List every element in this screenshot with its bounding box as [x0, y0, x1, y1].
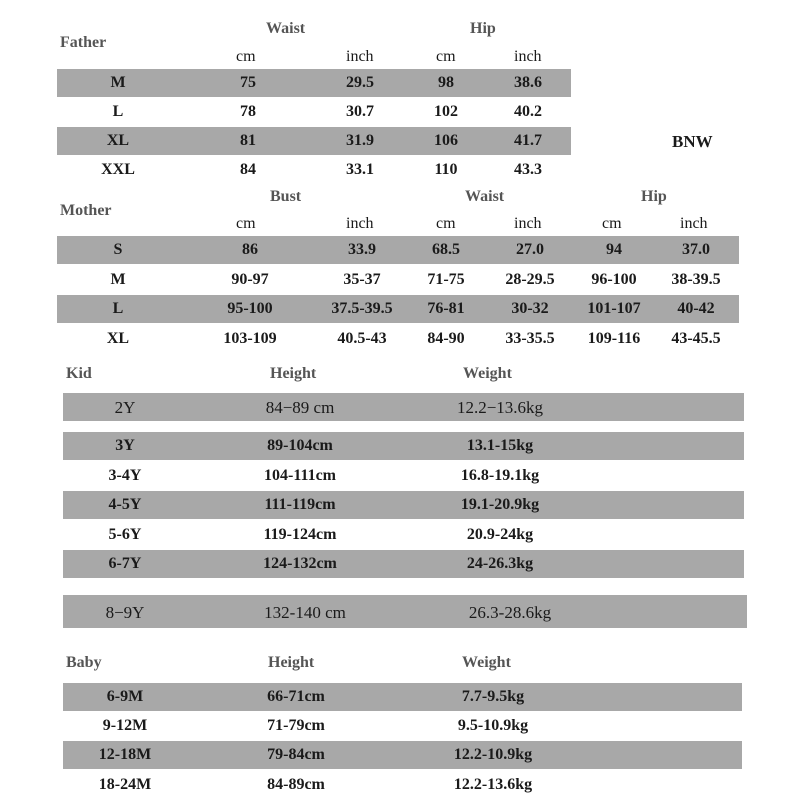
- mother-hip-header: Hip: [641, 188, 667, 205]
- height-cell: 84-89cm: [267, 776, 325, 793]
- weight-cell: 20.9-24kg: [466, 526, 534, 543]
- weight-cell: 26.3-28.6kg: [468, 603, 552, 622]
- mother-row: [0, 325, 800, 353]
- mother-unit-waist-cm: cm: [436, 215, 456, 232]
- hip-inch-cell: 38-39.5: [671, 271, 721, 288]
- height-cell: 89-104cm: [267, 437, 333, 454]
- baby-row: [0, 683, 800, 711]
- height-cell: 71-79cm: [267, 717, 325, 734]
- mother-unit-waist-inch: inch: [514, 215, 542, 232]
- kid-row: [0, 393, 800, 421]
- waist-inch-cell: 29.5: [346, 74, 374, 91]
- size-cell: S: [113, 241, 123, 258]
- size-cell: L: [112, 103, 124, 120]
- mother-unit-hip-inch: inch: [680, 215, 708, 232]
- height-cell: 66-71cm: [267, 688, 325, 705]
- father-unit-hip-cm: cm: [436, 48, 456, 65]
- father-label: Father: [60, 34, 107, 51]
- hip-inch-cell: 38.6: [514, 74, 542, 91]
- waist-cm-cell: 78: [240, 103, 256, 120]
- father-waist-header: Waist: [266, 20, 306, 37]
- hip-cm-cell: 98: [438, 74, 454, 91]
- kid-row: [0, 550, 800, 578]
- age-cell: 12-18M: [98, 746, 152, 763]
- weight-cell: 24-26.3kg: [466, 555, 534, 572]
- kid-row: [0, 432, 800, 460]
- baby-row: [0, 771, 800, 799]
- waist-inch-cell: 31.9: [346, 132, 374, 149]
- father-unit-hip-inch: inch: [514, 48, 542, 65]
- hip-inch-cell: 40-42: [677, 300, 715, 317]
- waist-inch-cell: 28-29.5: [505, 271, 555, 288]
- bust-cm-cell: 90-97: [231, 271, 269, 288]
- baby-height-header: Height: [268, 654, 315, 671]
- hip-inch-cell: 43-45.5: [671, 330, 721, 347]
- hip-inch-cell: 40.2: [514, 103, 542, 120]
- height-cell: 104-111cm: [264, 467, 336, 484]
- weight-cell: 19.1-20.9kg: [460, 496, 540, 513]
- waist-cm-cell: 84: [240, 161, 256, 178]
- bust-inch-cell: 37.5-39.5: [331, 300, 393, 317]
- age-cell: 8−9Y: [105, 603, 145, 622]
- bust-inch-cell: 40.5-43: [337, 330, 387, 347]
- mother-row: [0, 266, 800, 294]
- hip-cm-cell: 109-116: [587, 330, 641, 347]
- hip-cm-cell: 94: [606, 241, 622, 258]
- bust-inch-cell: 33.9: [348, 241, 376, 258]
- father-row: [0, 69, 800, 97]
- mother-waist-header: Waist: [465, 188, 505, 205]
- age-cell: 2Y: [114, 398, 136, 417]
- height-cell: 132-140 cm: [264, 603, 346, 622]
- waist-inch-cell: 30.7: [346, 103, 374, 120]
- kid-row: [0, 462, 800, 490]
- size-cell: M: [110, 74, 126, 91]
- weight-cell: 12.2-10.9kg: [453, 746, 533, 763]
- waist-inch-cell: 33.1: [346, 161, 374, 178]
- age-cell: 5-6Y: [108, 526, 142, 543]
- bust-cm-cell: 86: [242, 241, 258, 258]
- weight-cell: 9.5-10.9kg: [457, 717, 529, 734]
- bust-inch-cell: 35-37: [343, 271, 381, 288]
- age-cell: 3-4Y: [108, 467, 142, 484]
- waist-inch-cell: 33-35.5: [505, 330, 555, 347]
- hip-cm-cell: 101-107: [587, 300, 641, 317]
- height-cell: 124-132cm: [263, 555, 337, 572]
- waist-inch-cell: 30-32: [511, 300, 549, 317]
- father-row: [0, 98, 800, 126]
- waist-cm-cell: 71-75: [427, 271, 465, 288]
- brand-text: BNW: [672, 132, 713, 151]
- age-cell: 9-12M: [102, 717, 148, 734]
- mother-row: [0, 236, 800, 264]
- waist-inch-cell: 27.0: [516, 241, 544, 258]
- size-cell: M: [110, 271, 126, 288]
- waist-cm-cell: 75: [240, 74, 256, 91]
- bust-cm-cell: 103-109: [223, 330, 277, 347]
- age-cell: 4-5Y: [108, 496, 142, 513]
- waist-cm-cell: 76-81: [427, 300, 465, 317]
- height-cell: 111-119cm: [264, 496, 336, 513]
- kid-row: [0, 521, 800, 549]
- baby-row: [0, 712, 800, 740]
- mother-label: Mother: [60, 202, 112, 219]
- mother-unit-hip-cm: cm: [602, 215, 622, 232]
- waist-cm-cell: 84-90: [427, 330, 465, 347]
- size-cell: L: [112, 300, 124, 317]
- baby-row: [0, 741, 800, 769]
- weight-cell: 13.1-15kg: [466, 437, 534, 454]
- size-cell: XL: [106, 330, 130, 347]
- hip-inch-cell: 37.0: [682, 241, 710, 258]
- size-cell: XL: [106, 132, 130, 149]
- age-cell: 6-9M: [106, 688, 144, 705]
- hip-inch-cell: 43.3: [514, 161, 542, 178]
- hip-cm-cell: 106: [434, 132, 458, 149]
- size-cell: XXL: [101, 161, 135, 178]
- hip-inch-cell: 41.7: [514, 132, 542, 149]
- father-hip-header: Hip: [470, 20, 496, 37]
- mother-unit-bust-cm: cm: [236, 215, 256, 232]
- height-cell: 119-124cm: [263, 526, 337, 543]
- kid-label: Kid: [66, 365, 92, 382]
- height-cell: 79-84cm: [267, 746, 325, 763]
- weight-cell: 7.7-9.5kg: [461, 688, 525, 705]
- mother-unit-bust-inch: inch: [346, 215, 374, 232]
- age-cell: 18-24M: [98, 776, 152, 793]
- kid-weight-header: Weight: [463, 365, 512, 382]
- waist-cm-cell: 68.5: [432, 241, 460, 258]
- age-cell: 6-7Y: [108, 555, 142, 572]
- kid-row: [0, 595, 800, 628]
- father-unit-waist-inch: inch: [346, 48, 374, 65]
- weight-cell: 12.2−13.6kg: [456, 398, 544, 417]
- kid-height-header: Height: [270, 365, 317, 382]
- height-cell: 84−89 cm: [265, 398, 335, 417]
- age-cell: 3Y: [115, 437, 135, 454]
- baby-weight-header: Weight: [462, 654, 511, 671]
- mother-bust-header: Bust: [270, 188, 302, 205]
- baby-label: Baby: [66, 654, 102, 671]
- mother-row: [0, 295, 800, 323]
- weight-cell: 16.8-19.1kg: [460, 467, 540, 484]
- father-unit-waist-cm: cm: [236, 48, 256, 65]
- kid-row: [0, 491, 800, 519]
- weight-cell: 12.2-13.6kg: [453, 776, 533, 793]
- bust-cm-cell: 95-100: [227, 300, 273, 317]
- hip-cm-cell: 110: [434, 161, 458, 178]
- hip-cm-cell: 102: [434, 103, 458, 120]
- waist-cm-cell: 81: [240, 132, 256, 149]
- father-row: [0, 156, 800, 184]
- hip-cm-cell: 96-100: [591, 271, 637, 288]
